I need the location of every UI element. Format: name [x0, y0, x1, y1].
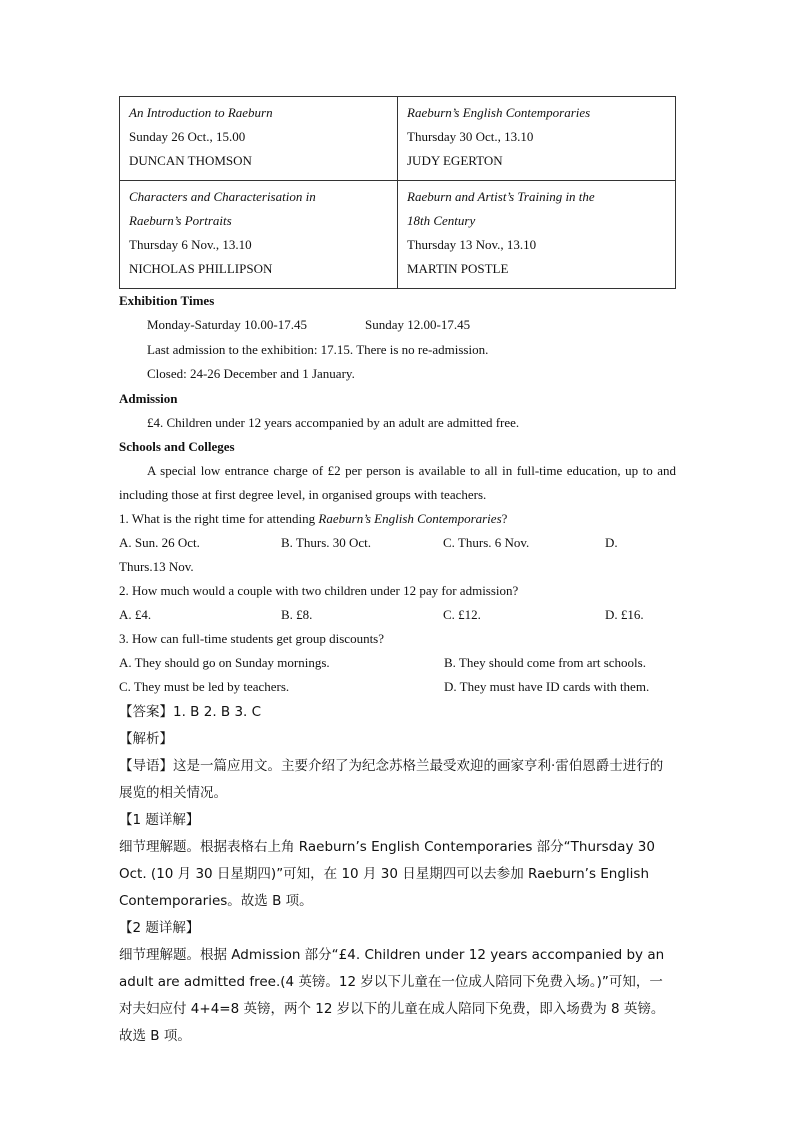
- question-3-options-row1: [119, 651, 676, 675]
- table-row: [120, 181, 676, 289]
- question-3: 3. How can full-time students get group discounts?: [119, 631, 385, 646]
- answer-line: 【答案】1. B 2. B 3. C: [119, 704, 262, 720]
- lecture-title: Raeburn’s English Contemporaries: [407, 105, 591, 120]
- lecture-cell: [120, 97, 398, 181]
- sunday-hours: Sunday 12.00-17.45: [365, 317, 471, 332]
- lecture-title-cont: Raeburn’s Portraits: [129, 213, 232, 228]
- lecture-speaker: DUNCAN THOMSON: [129, 153, 252, 168]
- option-b: B. They should come from art schools.: [444, 655, 646, 670]
- closed-dates: Closed: 24-26 December and 1 January.: [147, 366, 355, 381]
- lecture-date: Thursday 13 Nov., 13.10: [407, 237, 537, 252]
- lecture-date: Thursday 30 Oct., 13.10: [407, 129, 534, 144]
- lecture-speaker: MARTIN POSTLE: [407, 261, 509, 276]
- admission-heading: Admission: [119, 390, 178, 406]
- question-2-options: [119, 603, 676, 627]
- question-1-mark: ?: [501, 511, 508, 526]
- lecture-title: An Introduction to Raeburn: [129, 105, 273, 120]
- lecture-speaker: NICHOLAS PHILLIPSON: [129, 261, 273, 276]
- document-page: [119, 96, 676, 1050]
- lecture-title-cont: 18th Century: [407, 213, 476, 228]
- lecture-title: Raeburn and Artist’s Training in the: [407, 189, 595, 204]
- option-a: A. £4.: [119, 607, 152, 622]
- schools-text: A special low entrance charge of £2 per person is available to all in full-time education, up to and including those at first degree level, in organised groups with teachers.: [119, 463, 676, 502]
- weekday-hours: Monday-Saturday 10.00-17.45: [147, 317, 307, 332]
- lecture-title: Characters and Characterisation in: [129, 189, 316, 204]
- analysis-label: 【解析】: [119, 731, 173, 747]
- question-3-options-row2: [119, 675, 676, 699]
- lecture-cell: [398, 97, 676, 181]
- admission-text: £4. Children under 12 years accompanied by an adult are admitted free.: [147, 414, 520, 430]
- option-a: A. They should go on Sunday mornings.: [119, 655, 330, 670]
- detail-1-label: 【1 题详解】: [119, 812, 200, 828]
- option-d: D. They must have ID cards with them.: [444, 679, 650, 694]
- question-1: [119, 507, 676, 531]
- option-c: C. £12.: [443, 607, 481, 622]
- option-a: A. Sun. 26 Oct.: [119, 535, 200, 550]
- lecture-speaker: JUDY EGERTON: [407, 153, 503, 168]
- option-d-continued: Thurs.13 Nov.: [119, 559, 194, 574]
- question-1-options: [119, 531, 676, 555]
- detail-2-text: 细节理解题。根据 Admission 部分“£4. Children under 12 years accompanied by an adult are admitted free.(4 英镑。12 岁以下儿童在一位成人陪同下免费入场。)”可知，一对夫妇应付 4+4=8 英镑，两个 12 岁以下的儿童在成人陪同下免费，即入场费为 8 英镑。故选 B 项。: [119, 947, 665, 1044]
- option-c: C. They must be led by teachers.: [119, 679, 290, 694]
- option-d: D. £16.: [605, 607, 644, 622]
- option-c: C. Thurs. 6 Nov.: [443, 535, 530, 550]
- detail-1-text: 细节理解题。根据表格右上角 Raeburn’s English Contemporaries 部分“Thursday 30 Oct. (10 月 30 日星期四)”可知，在 10 月 30 日星期四可以去参加 Raeburn’s English Contemporaries。故选 B 项。: [119, 839, 655, 909]
- question-1-title: Raeburn’s English Contemporaries: [318, 511, 502, 526]
- option-b: B. Thurs. 30 Oct.: [281, 535, 372, 550]
- table-row: [120, 97, 676, 181]
- lecture-cell: [120, 181, 398, 289]
- guide-text: 【导语】这是一篇应用文。主要介绍了为纪念苏格兰最受欢迎的画家亨利·雷伯恩爵士进行的展览的相关情况。: [119, 758, 664, 801]
- option-b: B. £8.: [281, 607, 313, 622]
- lecture-date: Thursday 6 Nov., 13.10: [129, 237, 252, 252]
- question-2: 2. How much would a couple with two children under 12 pay for admission?: [119, 583, 519, 598]
- exhibition-times: [119, 313, 676, 338]
- option-d: D.: [605, 535, 618, 550]
- lecture-table: [119, 96, 676, 289]
- question-1-stem: 1. What is the right time for attending: [119, 511, 319, 526]
- lecture-date: Sunday 26 Oct., 15.00: [129, 129, 246, 144]
- detail-2-label: 【2 题详解】: [119, 920, 200, 936]
- exhibition-heading: Exhibition Times: [119, 293, 215, 308]
- last-admission: Last admission to the exhibition: 17.15. There is no re-admission.: [147, 341, 489, 357]
- schools-heading: Schools and Colleges: [119, 439, 235, 454]
- lecture-cell: [398, 181, 676, 289]
